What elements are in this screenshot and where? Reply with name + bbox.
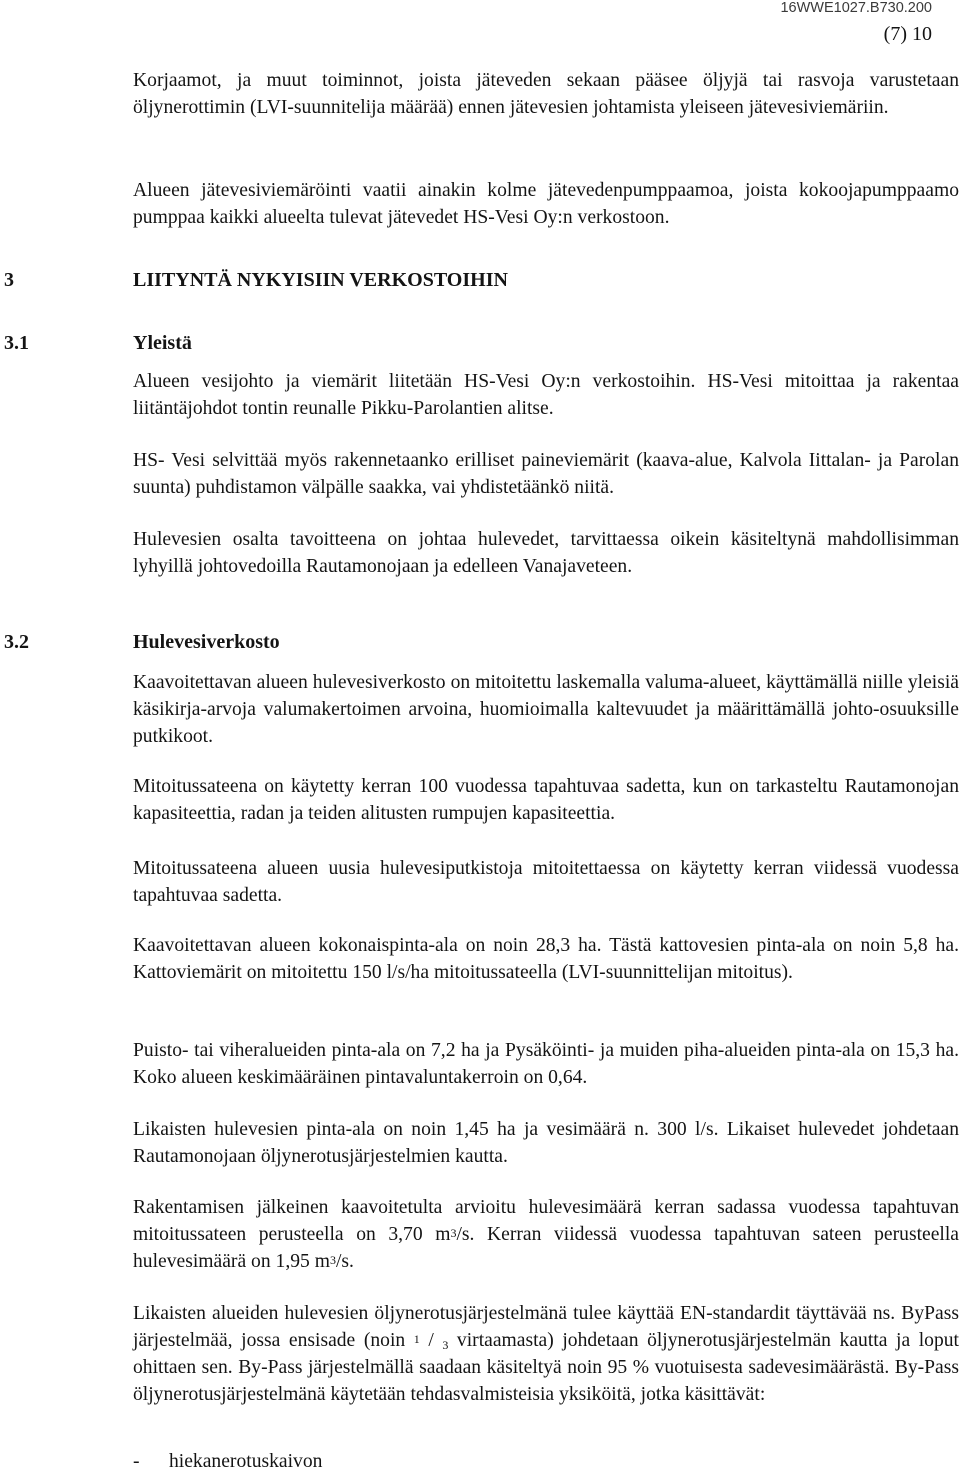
page-number: (7) 10	[883, 23, 932, 45]
paragraph-stormwater-goal: Hulevesien osalta tavoitteena on johtaa hulevedet, tarvittaessa oikein käsiteltynä mahdollisimman lyhyillä johtovedoilla Rautamonojaan ja edelleen Vanajaveteen.	[133, 529, 959, 577]
paragraph-design-rain-5: Mitoitussateena alueen uusia hulevesiputkistoja mitoitettaessa on käytetty kerran viidessä vuodessa tapahtuvaa sadetta.	[133, 858, 959, 906]
section-heading-3-2: Hulevesiverkosto	[133, 631, 280, 653]
paragraph-connections: Alueen vesijohto ja viemärit liitetään HS-Vesi Oy:n verkostoihin. HS-Vesi mitoittaa ja rakentaa liitäntäjohdot tontin reunalle Pikku-Parolantien alitse.	[133, 371, 959, 419]
list-item-text: hiekanerotuskaivon	[169, 1451, 323, 1472]
paragraph-green-areas: Puisto- tai viheralueiden pinta-ala on 7,2 ha ja Pysäköinti- ja muiden piha-alueiden pinta-ala on 15,3 ha. Koko alueen keskimääräinen pintavaluntakerroin on 0,64.	[133, 1040, 959, 1088]
section-heading-3-1: Yleistä	[133, 332, 192, 354]
section-heading-3: LIITYNTÄ NYKYISIIN VERKOSTOIHIN	[133, 269, 508, 291]
paragraph-oil-separators: Korjaamot, ja muut toiminnot, joista jäteveden sekaan pääsee öljyjä tai rasvoja varustetaan öljynerottimin (LVI-suunnitelija määrää) ennen jätevesien johtamista yleiseen jätevesiviemäriin.	[133, 70, 959, 118]
paragraph-dirty-stormwater: Likaisten hulevesien pinta-ala on noin 1,45 ha ja vesimäärä n. 300 l/s. Likaiset hulevedet johdetaan Rautamonojaan öljynerotusjärjestelmien kautta.	[133, 1119, 959, 1167]
paragraph-stormwater-volume: Rakentamisen jälkeinen kaavoitetulta arvioitu hulevesimäärä kerran sadassa vuodessa tapahtuvan mitoitussateen perusteella on 3,70 $m^3/s$. Kerran viidessä vuodessa tapahtuvan sateen perusteella hulevesimäärä on 1,95 $m^3/s$.	[133, 1197, 959, 1272]
paragraph-pressure-sewers: HS- Vesi selvittää myös rakennetaanko erilliset paineviemärit (kaava-alue, Kalvola Iittalan- ja Parolan suunta) puhdistamon välpälle saakka, vai yhdistetäänkö niitä.	[133, 450, 959, 498]
list-item	[133, 1448, 322, 1475]
section-number-3-1: 3.1	[4, 332, 29, 354]
paragraph-total-area: Kaavoitettavan alueen kokonaispinta-ala on noin 28,3 ha. Tästä kattovesien pinta-ala on noin 5,8 ha. Kattoviemärit on mitoitettu 150 l/s/ha mitoitussateella (LVI-suunnittelijan mitoitus).	[133, 935, 959, 983]
section-number-3-2: 3.2	[4, 631, 29, 653]
document-code: 16WWE1027.B730.200	[780, 0, 932, 16]
list-dash: -	[133, 1451, 140, 1472]
paragraph-design-rain-100: Mitoitussateena on käytetty kerran 100 vuodessa tapahtuvaa sadetta, kun on tarkasteltu Rautamonojan kapasiteettia, radan ja teiden alitusten rumpujen kapasiteettia.	[133, 776, 959, 824]
section-number-3: 3	[4, 269, 14, 291]
paragraph-bypass-system: Likaisten alueiden hulevesien öljynerotusjärjestelmänä tulee käyttää EN-standardit täyttävää ns. ByPass järjestelmää, jossa ensisade (noin $^1$ / $_3$ virtaamasta) johdetaan öljynerotusjärjestelmän kautta ja loput ohittaen sen. By-Pass järjestelmällä saadaan käsiteltyä noin 95 % vuotuisesta sadevesimäärästä. By-Pass öljynerotusjärjestelmänä käytetään tehdasvalmisteisia yksiköitä, jotka käsittävät:	[133, 1303, 959, 1405]
paragraph-pumping-stations: Alueen jätevesiviemäröinti vaatii ainakin kolme jätevedenpumppaamoa, joista kokoojapumppaamo pumppaa kaikki alueelta tulevat jätevedet HS-Vesi Oy:n verkostoon.	[133, 180, 959, 228]
paragraph-network-dimensioning: Kaavoitettavan alueen hulevesiverkosto on mitoitettu laskemalla valuma-alueet, käyttämällä niille yleisiä käsikirja-arvoja valumakertoimen arvoina, huomioimalla kaltevuudet ja määrittämällä johto-osuuksille putkikoot.	[133, 672, 959, 747]
